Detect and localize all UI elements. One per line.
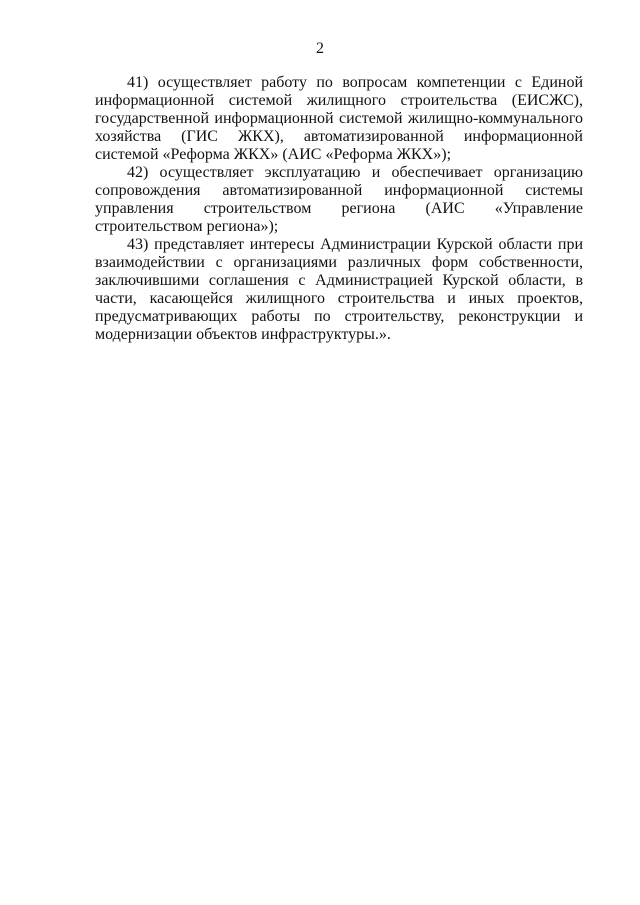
paragraph-42: 42) осуществляет эксплуатацию и обеспечивает организацию сопровождения автоматизированной информационной системы управления строительством региона (АИС «Управление строительством региона»); xyxy=(95,164,583,235)
page-number: 2 xyxy=(316,40,324,57)
paragraph-43: 43) представляет интересы Администрации Курской области при взаимодействии с организациями различных форм собственности, заключившими соглашения с Администрацией Курской области, в части, касающейся жилищного строительства и иных проектов, предусматривающих работы по строительству, реконструкции и модернизации объектов инфраструктуры.». xyxy=(95,236,583,343)
document-body xyxy=(95,74,583,344)
paragraph-41: 41) осуществляет работу по вопросам компетенции с Единой информационной системой жилищного строительства (ЕИСЖС), государственной информационной системой жилищно-коммунального хозяйства (ГИС ЖКХ), автоматизированной информационной системой «Реформа ЖКХ» (АИС «Реформа ЖКХ»); xyxy=(95,74,583,163)
